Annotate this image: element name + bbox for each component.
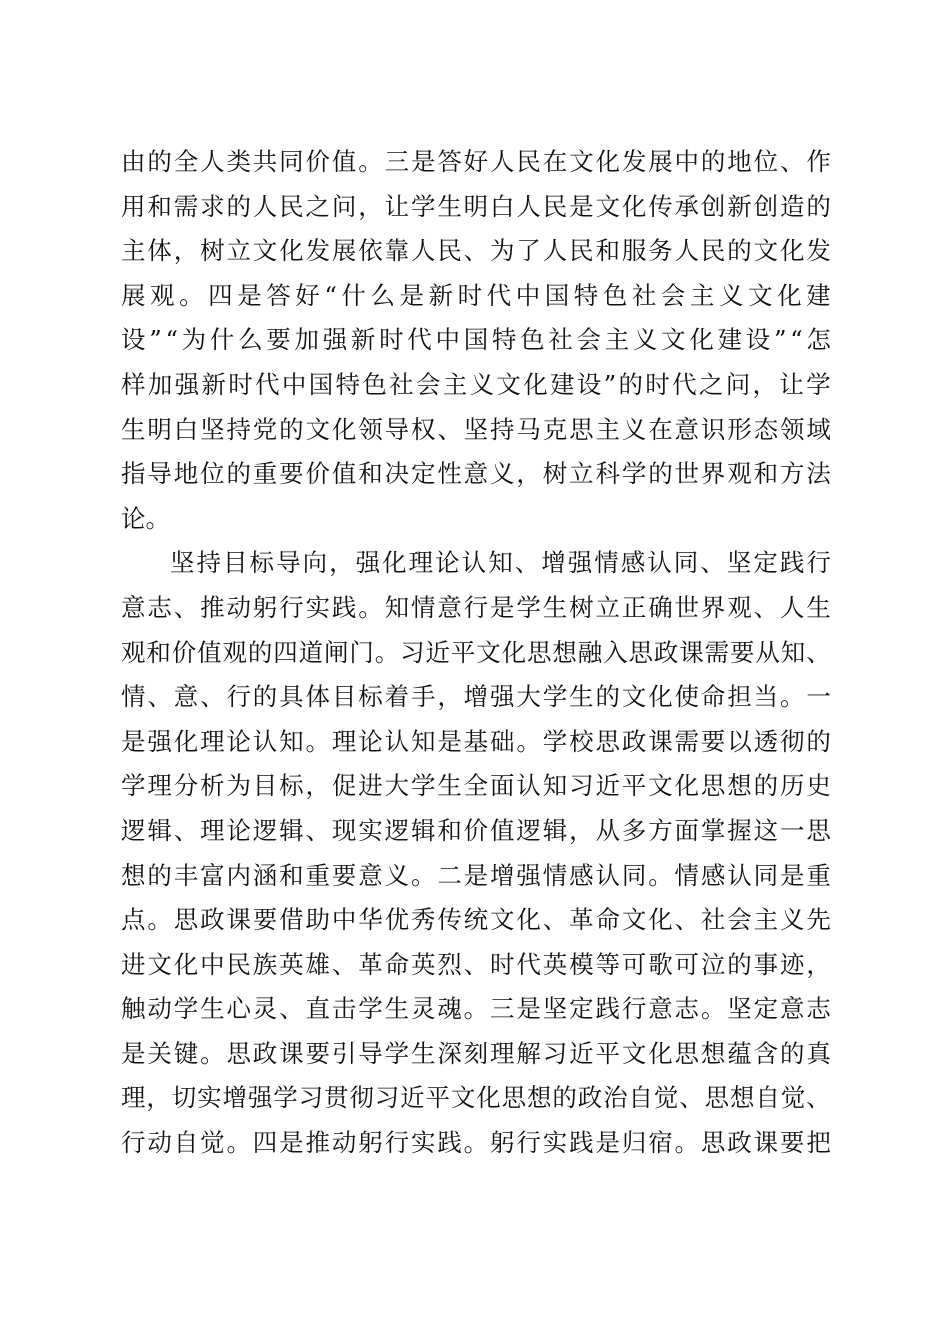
text-line: 坚 持 目 标 导 向 ， 强 化 理 论 认 知 、 增 强 情 感 认 同 、 坚 定 践 行 — [170, 548, 831, 578]
text-line: 样 加 强 新 时 代 中 国 特 色 社 会 主 义 文 化 建 设 ” 的 时 代 之 问 ， 让 学 — [121, 369, 831, 399]
text-line: 触 动 学 生 心 灵 、 直 击 学 生 灵 魂 。 三 是 坚 定 践 行 意 志 。 坚 定 意 志 — [121, 994, 831, 1024]
text-line: 主 体 ， 树 立 文 化 发 展 依 靠 人 民 、 为 了 人 民 和 服 务 人 民 的 文 化 发 — [121, 236, 831, 266]
text-line: 是 关 键 。 思 政 课 要 引 导 学 生 深 刻 理 解 习 近 平 文 化 思 想 蕴 含 的 真 — [121, 1038, 831, 1068]
paragraph — [121, 140, 831, 541]
text-line: 理 ， 切 实 增 强 学 习 贯 彻 习 近 平 文 化 思 想 的 政 治 自 觉 、 思 想 自 觉 、 — [121, 1083, 831, 1113]
text-line: 展 观 。 四 是 答 好 “ 什 么 是 新 时 代 中 国 特 色 社 会 主 义 文 化 建 — [121, 280, 831, 310]
text-line: 是 强 化 理 论 认 知 。 理 论 认 知 是 基 础 。 学 校 思 政 课 需 要 以 透 彻 的 — [121, 726, 831, 756]
paragraph — [121, 541, 831, 1165]
text-line: 用 和 需 求 的 人 民 之 问 ， 让 学 生 明 白 人 民 是 文 化 传 承 创 新 创 造 的 — [121, 191, 831, 221]
text-line: 由 的 全 人 类 共 同 价 值 。 三 是 答 好 人 民 在 文 化 发 展 中 的 地 位 、 作 — [121, 147, 831, 176]
text-line: 逻 辑 、 理 论 逻 辑 、 现 实 逻 辑 和 价 值 逻 辑 ， 从 多 方 面 掌 握 这 一 思 — [121, 815, 831, 845]
text-line: 进 文 化 中 民 族 英 雄 、 革 命 英 烈 、 时 代 英 模 等 可 歌 可 泣 的 事 迹 ， — [121, 949, 831, 979]
text-line: 论。 — [121, 503, 170, 533]
text-line: 意 志 、 推 动 躬 行 实 践 。 知 情 意 行 是 学 生 树 立 正 确 世 界 观 、 人 生 — [121, 592, 831, 622]
text-line: 生 明 白 坚 持 党 的 文 化 领 导 权 、 坚 持 马 克 思 主 义 在 意 识 形 态 领 域 — [121, 414, 831, 444]
body-text — [121, 140, 831, 1166]
text-line: 学 理 分 析 为 目 标 ， 促 进 大 学 生 全 面 认 知 习 近 平 文 化 思 想 的 历 史 — [121, 771, 831, 801]
text-line: 情 、 意 、 行 的 具 体 目 标 着 手 ， 增 强 大 学 生 的 文 化 使 命 担 当 。 一 — [121, 682, 831, 712]
text-line: 观 和 价 值 观 的 四 道 闸 门 。 习 近 平 文 化 思 想 融 入 思 政 课 需 要 从 知 、 — [121, 637, 831, 667]
text-line: 行 动 自 觉 。 四 是 推 动 躬 行 实 践 。 躬 行 实 践 是 归 宿 。 思 政 课 要 把 — [121, 1128, 831, 1158]
text-line: 点 。 思 政 课 要 借 助 中 华 优 秀 传 统 文 化 、 革 命 文 化 、 社 会 主 义 先 — [121, 905, 831, 935]
text-line: 设 ” “ 为 什 么 要 加 强 新 时 代 中 国 特 色 社 会 主 义 文 化 建 设 ” “ 怎 — [121, 325, 831, 355]
text-line: 指 导 地 位 的 重 要 价 值 和 决 定 性 意 义 ， 树 立 科 学 的 世 界 观 和 方 法 — [121, 459, 831, 489]
text-line: 想 的 丰 富 内 涵 和 重 要 意 义 。 二 是 增 强 情 感 认 同 。 情 感 认 同 是 重 — [121, 860, 831, 890]
